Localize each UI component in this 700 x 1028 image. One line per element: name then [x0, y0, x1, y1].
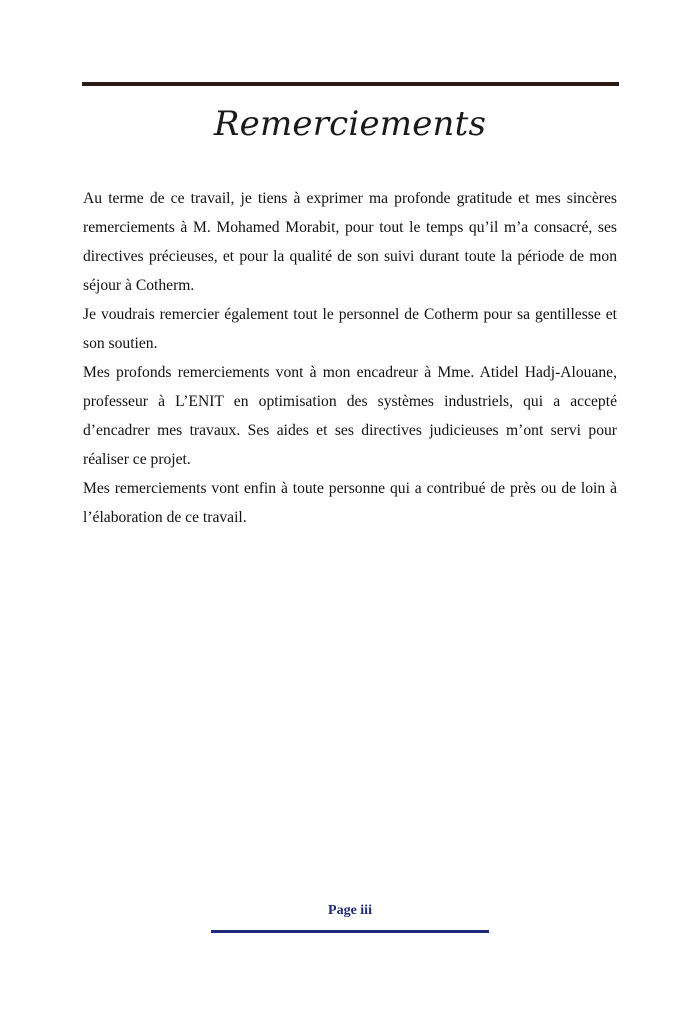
paragraph-staff: Je voudrais remercier également tout le personnel de Cotherm pour sa gentillesse et son soutien. [83, 306, 617, 352]
footer-rule [211, 930, 489, 933]
paragraph-closing: Mes remerciements vont enfin à toute personne qui a contribué de près ou de loin à l’élaboration de ce travail. [83, 480, 617, 526]
paragraph-supervisor-company: Au terme de ce travail, je tiens à exprimer ma profonde gratitude et mes sincères remerciements à M. Mohamed Morabit, pour tout le temps qu’il m’a consacré, ses directives précieuses, et pour la qualité de son suivi durant toute la période de mon séjour à Cotherm. [83, 190, 617, 294]
page-title: Remerciements [213, 104, 487, 144]
page-number: Page iii [328, 903, 372, 918]
paragraph-academic-supervisor: Mes profonds remerciements vont à mon encadreur à Mme. Atidel Hadj-Alouane, professeur à L’ENIT en optimisation des systèmes industriels, qui a accepté d’encadrer mes travaux. Ses aides et ses directives judicieuses m’ont servi pour réaliser ce projet. [83, 364, 617, 468]
header-rule [82, 82, 619, 86]
acknowledgements-body [83, 184, 617, 532]
